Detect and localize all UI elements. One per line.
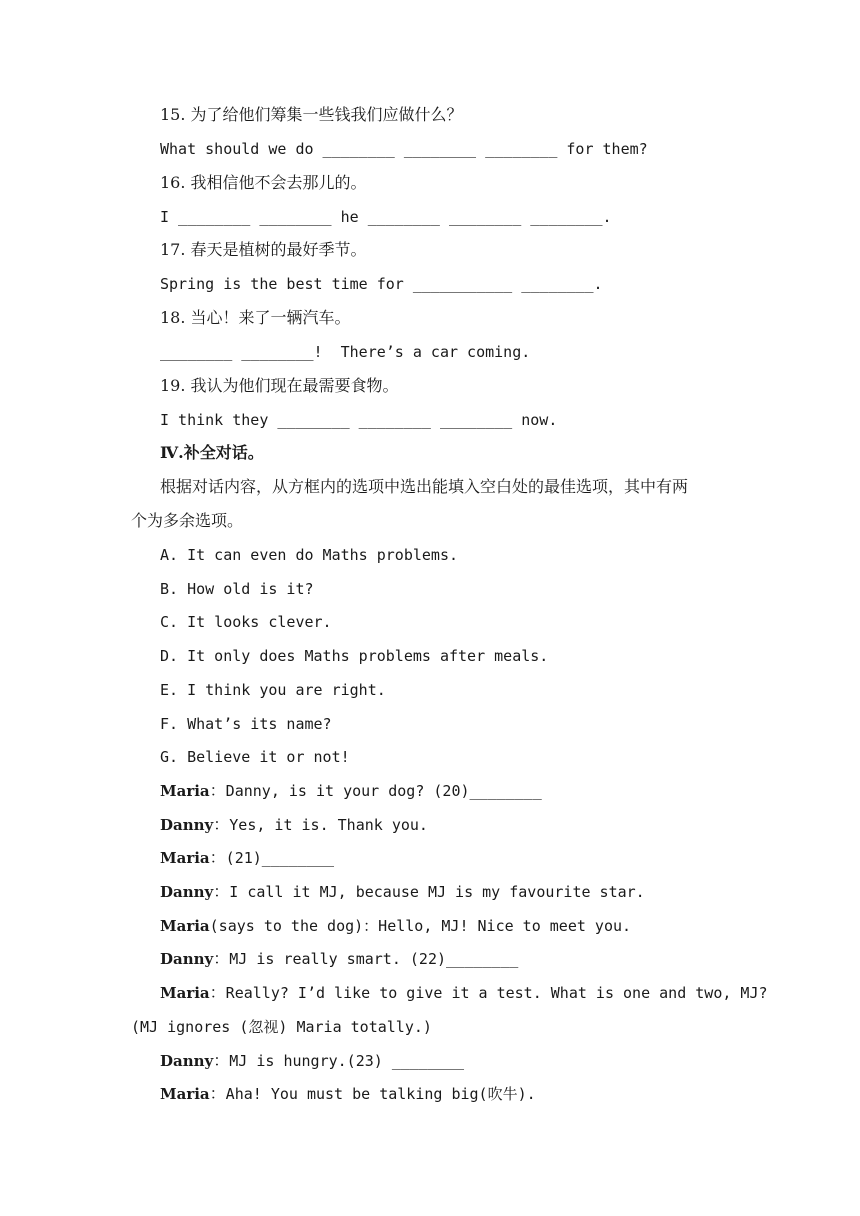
section-4-instruction-line2: 个为多余选项。 (131, 511, 244, 530)
speaker-separator: ： (209, 983, 226, 1002)
dialogue-line (160, 881, 645, 903)
question-17-english: Spring is the best time for ___________ ________. (160, 275, 603, 293)
speaker-name: Danny (160, 883, 214, 901)
dialogue-line (160, 847, 334, 869)
dialogue-text: Really? I’d like to give it a test. What is one and two, MJ? (225, 984, 768, 1002)
speaker-name: Maria (160, 1085, 210, 1103)
speaker-name: Maria (160, 782, 210, 800)
dialogue-text: Aha! You must be talking big(吹牛). (225, 1085, 536, 1103)
option-b: B. How old is it? (160, 580, 314, 598)
question-19-english: I think they ________ ________ ________ now. (160, 411, 558, 429)
dialogue-line (160, 982, 768, 1004)
dialogue-text: MJ is really smart. (22)________ (229, 950, 519, 968)
dialogue-text: (21)________ (225, 849, 335, 867)
dialogue-line (160, 780, 542, 802)
question-19-chinese: 19. 我认为他们现在最需要食物。 (160, 376, 399, 395)
option-d: D. It only does Maths problems after meals. (160, 647, 549, 665)
speaker-name: Maria (160, 917, 210, 935)
speaker-separator: ： (209, 848, 226, 867)
option-e: E. I think you are right. (160, 681, 386, 699)
question-17-chinese: 17. 春天是植树的最好季节。 (160, 240, 367, 259)
dialogue-line (160, 915, 631, 937)
speaker-separator: ： (213, 882, 230, 901)
dialogue-line (160, 948, 518, 970)
question-16-chinese: 16. 我相信他不会去那儿的。 (160, 173, 367, 192)
speaker-separator: ： (209, 1084, 226, 1103)
speaker-name: Danny (160, 950, 214, 968)
speaker-separator: ： (209, 781, 226, 800)
question-16-english: I ________ ________ he ________ ________ ________. (160, 208, 612, 226)
option-c: C. It looks clever. (160, 613, 332, 631)
option-g: G. Believe it or not! (160, 748, 350, 766)
speaker-separator: ： (213, 815, 230, 834)
question-15-chinese: 15. 为了给他们筹集一些钱我们应做什么？ (160, 105, 463, 124)
question-18-english: ________ ________! There’s a car coming. (160, 343, 531, 361)
dialogue-line (160, 1083, 536, 1105)
dialogue-line (160, 1050, 464, 1072)
option-f: F. What’s its name? (160, 715, 332, 733)
dialogue-text: (MJ ignores (忽视) Maria totally.) (131, 1018, 432, 1036)
speaker-name: Maria (160, 849, 210, 867)
dialogue-text: I call it MJ, because MJ is my favourite star. (229, 883, 645, 901)
dialogue-line (160, 814, 428, 836)
speaker-name: Maria (160, 984, 210, 1002)
dialogue-text: Danny, is it your dog? (20)________ (225, 782, 542, 800)
speaker-name: Danny (160, 816, 214, 834)
question-15-english: What should we do ________ ________ ________ for them? (160, 140, 648, 158)
speaker-name: Danny (160, 1052, 214, 1070)
option-a: A. It can even do Maths problems. (160, 546, 459, 564)
dialogue-line (131, 1016, 432, 1038)
dialogue-text: Yes, it is. Thank you. (229, 816, 428, 834)
dialogue-text: MJ is hungry.(23) ________ (229, 1052, 465, 1070)
question-18-chinese: 18. 当心！来了一辆汽车。 (160, 308, 351, 327)
dialogue-text: (says to the dog)：Hello, MJ! Nice to meet you. (209, 917, 632, 935)
section-4-heading: Ⅳ.补全对话。 (160, 443, 264, 462)
speaker-separator: ： (213, 949, 230, 968)
speaker-separator: ： (213, 1051, 230, 1070)
section-4-instruction-line1: 根据对话内容，从方框内的选项中选出能填入空白处的最佳选项，其中有两 (160, 477, 689, 496)
